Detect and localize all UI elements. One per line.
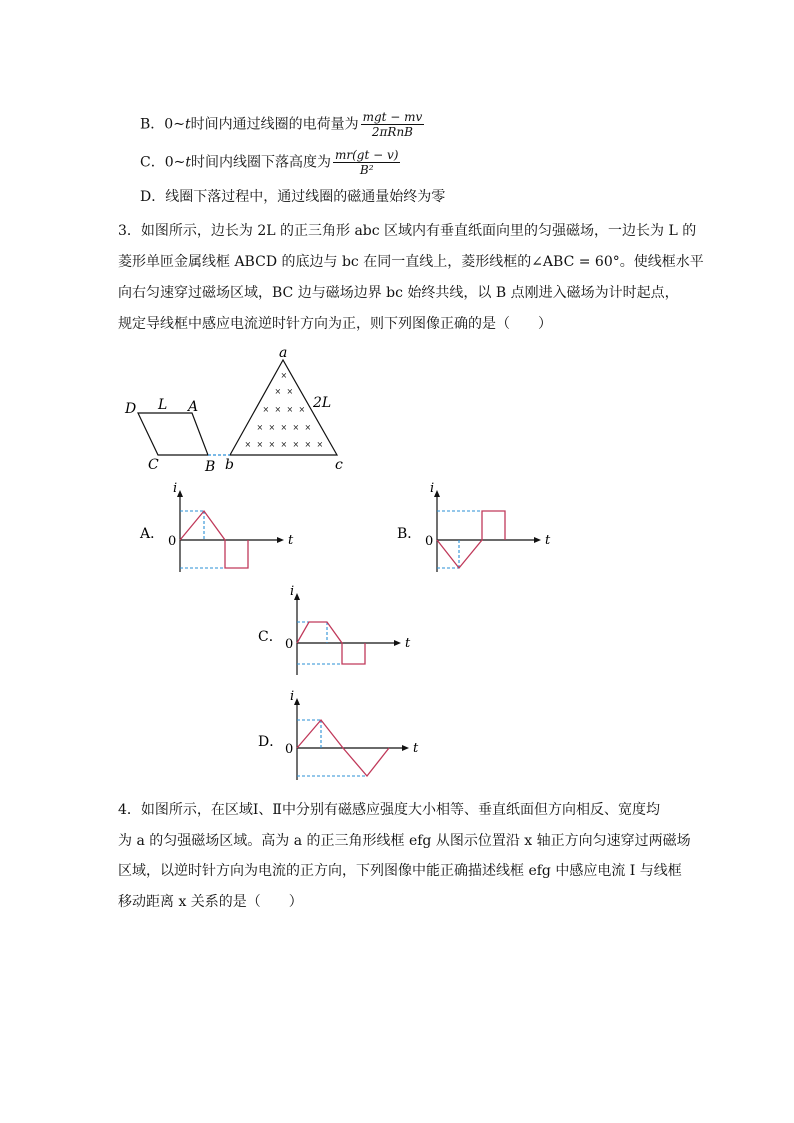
vertex-B: B [205, 459, 216, 475]
origin-label: 0 [168, 534, 177, 549]
t-axis-arrow [402, 745, 409, 751]
field-cross: × [262, 405, 270, 414]
vertex-C: C [148, 457, 159, 473]
t-axis-arrow [277, 537, 284, 543]
q2-option-c-text: 时间内线圈下落高度为 [191, 154, 331, 171]
q3-line-2: 菱形单匝金属线框 ABCD 的底边与 bc 在同一直线上，菱形线框的∠ABC = 60°。使线框水平 [118, 254, 704, 270]
side-L: L [158, 397, 168, 413]
vertex-D: D [125, 401, 137, 417]
option-graph-b [397, 481, 551, 572]
q4-line-1: 4．如图所示，在区域Ⅰ、Ⅱ中分别有磁感应强度大小相等、垂直纸面但方向相反、宽度均 [118, 802, 660, 818]
field-cross: × [274, 405, 282, 414]
q4-line-3: 区域，以逆时针方向为电流的正方向，下列图像中能正确描述线框 efg 中感应电流 I 与线框 [118, 863, 682, 879]
i-axis-arrow [434, 490, 440, 497]
option-label: A． [140, 526, 165, 542]
field-cross: × [280, 423, 288, 432]
i-axis-label: i [290, 689, 295, 704]
q2-option-c-label: C．0~ [140, 154, 186, 171]
field-cross: × [304, 440, 312, 449]
field-cross: × [256, 440, 264, 449]
q2-option-c-t: t [185, 154, 191, 171]
side-2L: 2L [313, 395, 332, 411]
q3-line-1: 3．如图所示，边长为 2L 的正三角形 abc 区域内有垂直纸面向里的匀强磁场，一边长为 L 的 [118, 223, 697, 239]
i-axis-label: i [290, 584, 295, 599]
q3-line-3: 向右匀速穿过磁场区域，BC 边与磁场边界 bc 始终共线，以 B 点刚进入磁场为计时起点， [118, 285, 679, 301]
field-cross: × [304, 423, 312, 432]
q2-option-b-label: B．0~ [140, 116, 185, 133]
option-label: D． [258, 734, 284, 750]
option-label: B． [397, 526, 422, 542]
field-cross: × [256, 423, 264, 432]
field-cross: × [280, 440, 288, 449]
q4-line-2: 为 a 的匀强磁场区域。高为 a 的正三角形线框 efg 从图示位置沿 x 轴正方向匀速穿过两磁场 [118, 833, 691, 849]
field-cross: × [292, 423, 300, 432]
t-axis-label: t [413, 741, 419, 756]
field-cross: × [292, 440, 300, 449]
q2-option-b-text: 时间内通过线圈的电荷量为 [190, 116, 359, 133]
field-cross: × [280, 371, 288, 380]
vertex-b: b [225, 457, 234, 473]
field-cross: × [298, 405, 306, 414]
t-axis-label: t [405, 636, 411, 651]
option-graph-a [139, 481, 294, 572]
q2-option-c-numerator: mr(gt − v) [335, 148, 399, 162]
vertex-c: c [335, 457, 343, 473]
option-graph-d [258, 689, 419, 780]
i-axis-arrow [294, 593, 300, 600]
i-axis-arrow [177, 490, 183, 497]
field-cross: × [244, 440, 252, 449]
q2-option-c-denominator: B² [359, 163, 374, 177]
origin-label: 0 [285, 637, 294, 652]
vertex-a: a [279, 345, 288, 361]
q2-option-d: D．线圈下落过程中，通过线圈的磁通量始终为零 [140, 189, 446, 205]
option-label: C． [258, 629, 283, 645]
field-cross: × [268, 423, 276, 432]
field-cross: × [316, 440, 324, 449]
t-axis-label: t [288, 533, 294, 548]
option-graph-c [258, 584, 411, 675]
q4-line-4: 移动距离 x 关系的是（ ） [118, 894, 303, 910]
i-axis-label: i [173, 481, 178, 496]
t-axis-arrow [534, 537, 541, 543]
q2-option-b-denominator: 2πRnB [371, 125, 413, 139]
q3-line-4: 规定导线框中感应电流逆时针方向为正，则下列图像正确的是（ ） [118, 316, 552, 332]
field-cross: × [268, 440, 276, 449]
q2-option-b-t: t [184, 116, 191, 133]
vertex-A: A [188, 399, 199, 415]
field-cross: × [274, 387, 282, 396]
t-axis-arrow [394, 640, 401, 646]
origin-label: 0 [285, 742, 294, 757]
i-axis-label: i [430, 481, 435, 496]
q2-option-b-numerator: mgt − mv [362, 110, 423, 124]
t-axis-label: t [545, 533, 551, 548]
i-axis-arrow [294, 698, 300, 705]
field-cross: × [286, 387, 294, 396]
field-cross: × [286, 405, 294, 414]
origin-label: 0 [425, 534, 434, 549]
